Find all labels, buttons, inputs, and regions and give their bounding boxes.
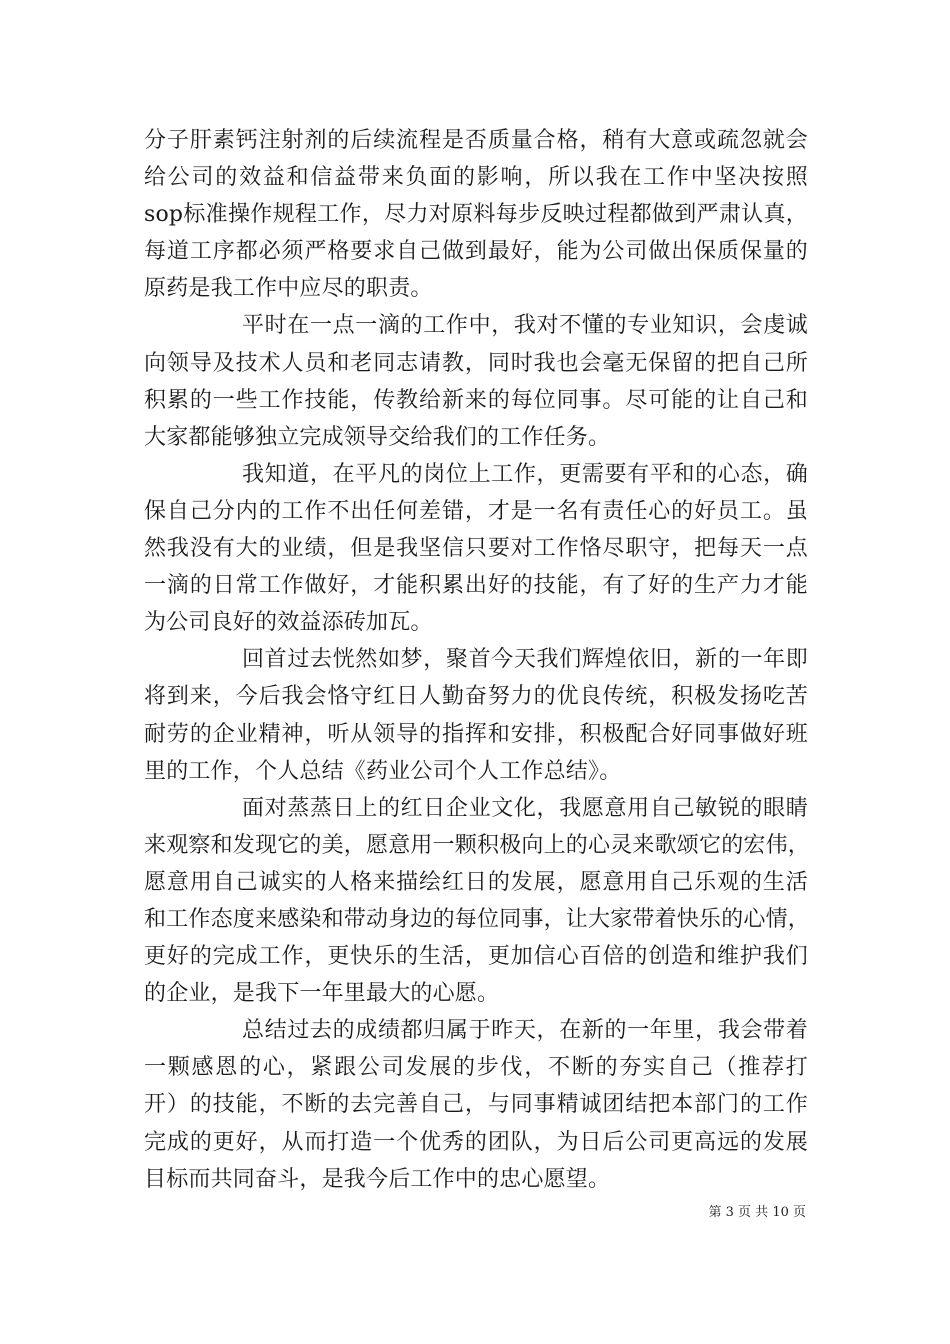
- text-line: 一颗感恩的心，紧跟公司发展的步伐，不断的夯实自己（推荐打: [144, 1055, 808, 1081]
- text-line: 平时在一点一滴的工作中，我对不懂的专业知识，会虔诚: [242, 313, 808, 339]
- text-line: 和工作态度来感染和带动身边的每位同事，让大家带着快乐的心情，: [144, 906, 811, 932]
- text-line: 给公司的效益和信益带来负面的影响，所以我在工作中坚决按照: [144, 165, 808, 191]
- text-line: 耐劳的企业精神，听从领导的指挥和安排，积极配合好同事做好班: [144, 721, 808, 747]
- text-line: sop标准操作规程工作，尽力对原料每步反映过程都做到严肃认真，: [144, 202, 808, 228]
- text-line: 然我没有大的业绩，但是我坚信只要对工作恪尽职守，把每天一点: [144, 536, 808, 562]
- text-line: 每道工序都必须严格要求自己做到最好，能为公司做出保质保量的: [144, 239, 808, 265]
- page-number: 第 3 页 共 10 页: [708, 1205, 806, 1220]
- text-line: 更好的完成工作，更快乐的生活，更加信心百倍的创造和维护我们: [144, 944, 808, 970]
- body-text: [144, 122, 811, 1198]
- text-line: 向领导及技术人员和老同志请教，同时我也会毫无保留的把自己所: [144, 350, 808, 376]
- text-line: 愿意用自己诚实的人格来描绘红日的发展，愿意用自己乐观的生活: [144, 869, 808, 895]
- text-line: 开）的技能，不断的去完善自己，与同事精诚团结把本部门的工作: [144, 1092, 808, 1118]
- text-line: 完成的更好，从而打造一个优秀的团队，为日后公司更高远的发展: [144, 1129, 808, 1155]
- text-line: 分子肝素钙注射剂的后续流程是否质量合格，稍有大意或疏忽就会: [144, 128, 808, 153]
- text-line: 的企业，是我下一年里最大的心愿。: [144, 981, 500, 1007]
- text-line: 总结过去的成绩都归属于昨天，在新的一年里，我会带着: [242, 1018, 808, 1044]
- text-line: 为公司良好的效益添砖加瓦。: [144, 610, 433, 636]
- text-line: 里的工作，个人总结《药业公司个人工作总结》。: [144, 758, 622, 784]
- text-line: 回首过去恍然如梦，聚首今天我们辉煌依旧，新的一年即: [242, 647, 808, 673]
- text-line: 保自己分内的工作不出任何差错，才是一名有责任心的好员工。虽: [144, 498, 808, 524]
- text-line: 目标而共同奋斗，是我今后工作中的忠心愿望。: [144, 1166, 611, 1192]
- text-line: 原药是我工作中应尽的职责。: [144, 276, 433, 302]
- text-line: 将到来，今后我会恪守红日人勤奋努力的优良传统，积极发扬吃苦: [144, 684, 808, 710]
- text-line: 大家都能够独立完成领导交给我们的工作任务。: [144, 424, 611, 450]
- text-line: 积累的一些工作技能，传教给新来的每位同事。尽可能的让自己和: [144, 387, 808, 413]
- text-line: 一滴的日常工作做好，才能积累出好的技能，有了好的生产力才能: [144, 573, 808, 599]
- text-line: 来观察和发现它的美，愿意用一颗积极向上的心灵来歌颂它的宏伟，: [144, 832, 811, 858]
- text-line: 面对蒸蒸日上的红日企业文化，我愿意用自己敏锐的眼睛: [242, 795, 808, 821]
- text-line: 我知道，在平凡的岗位上工作，更需要有平和的心态，确: [242, 461, 808, 487]
